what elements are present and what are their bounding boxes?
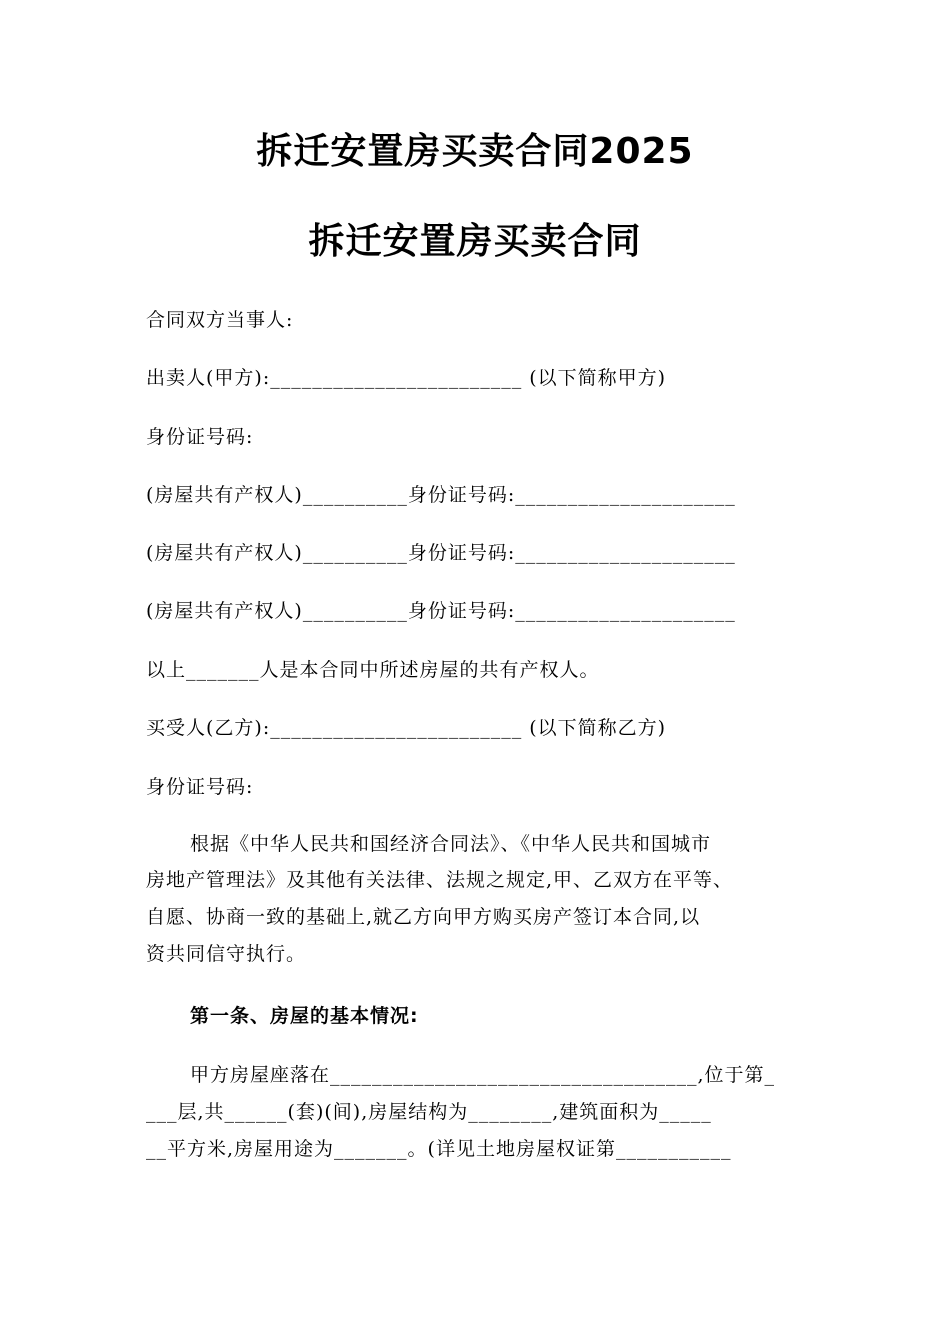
- document-subtitle: 拆迁安置房买卖合同: [308, 221, 642, 262]
- article-1-heading: 第一条、房屋的基本情况:: [190, 1005, 419, 1027]
- article-1-line-1: 甲方房屋座落在___________________________________,位于第_: [190, 1064, 776, 1086]
- seller-id-line: 身份证号码:: [146, 426, 254, 448]
- document-title: 拆迁安置房买卖合同2025: [256, 131, 694, 172]
- article-1-line-2: ___层,共______(套)(间),房屋结构为________,建筑面积为_____: [146, 1101, 712, 1123]
- preamble-line-3: 自愿、协商一致的基础上,就乙方向甲方购买房产签订本合同,以: [146, 906, 701, 928]
- co-owner-line-2: (房屋共有产权人)__________身份证号码:_____________________: [146, 542, 736, 564]
- co-owner-line-1: (房屋共有产权人)__________身份证号码:_____________________: [146, 484, 736, 506]
- co-owner-line-3: (房屋共有产权人)__________身份证号码:_____________________: [146, 600, 736, 622]
- preamble-line-2: 房地产管理法》及其他有关法律、法规之规定,甲、乙双方在平等、: [146, 869, 734, 891]
- buyer-line: 买受人(乙方):________________________ (以下简称乙方): [146, 717, 667, 739]
- article-1-line-3: __平方米,房屋用途为_______。(详见土地房屋权证第___________: [146, 1138, 732, 1160]
- buyer-id-line: 身份证号码:: [146, 776, 254, 798]
- preamble-line-4: 资共同信守执行。: [146, 943, 307, 965]
- preamble-line-1: 根据《中华人民共和国经济合同法》、《中华人民共和国城市: [190, 833, 712, 855]
- seller-line: 出卖人(甲方):________________________ (以下简称甲方): [146, 367, 667, 389]
- parties-heading: 合同双方当事人:: [146, 309, 294, 331]
- co-owner-count-line: 以上_______人是本合同中所述房屋的共有产权人。: [146, 659, 600, 681]
